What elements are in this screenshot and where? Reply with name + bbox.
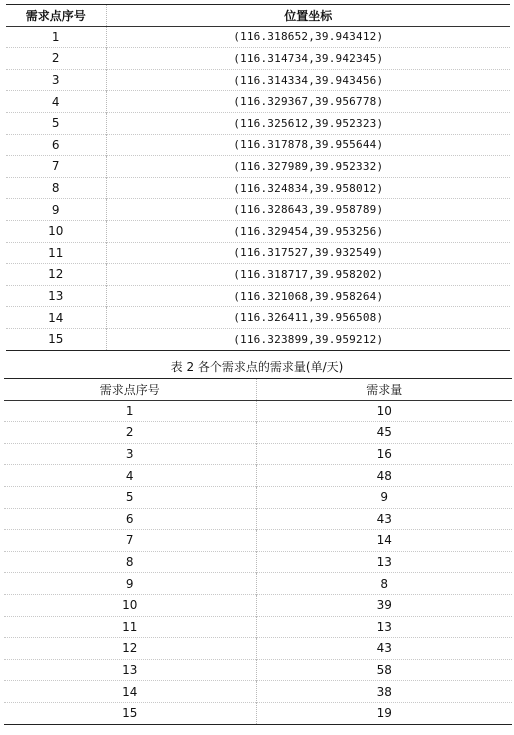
coordinate-cell: (116.329367,39.956778) xyxy=(233,95,384,109)
demand-table xyxy=(4,378,512,725)
header-point-index: 需求点序号 xyxy=(4,379,256,401)
point-index-cell: 4 xyxy=(6,91,106,113)
table-row xyxy=(4,465,512,487)
coordinate-cell: (116.314734,39.942345) xyxy=(233,51,384,65)
coordinate-cell: (116.323899,39.959212) xyxy=(233,332,384,346)
demand-cell: 43 xyxy=(376,511,392,526)
point-index-cell: 15 xyxy=(4,702,256,724)
table-row xyxy=(4,659,512,681)
table-row xyxy=(4,400,512,422)
table-row xyxy=(6,156,510,178)
point-index-cell: 10 xyxy=(6,220,106,242)
point-index-cell: 11 xyxy=(6,242,106,264)
table-row xyxy=(4,594,512,616)
table-row xyxy=(6,285,510,307)
coordinate-cell: (116.314334,39.943456) xyxy=(233,73,384,87)
demand-cell: 39 xyxy=(376,598,392,613)
demand-cell: 19 xyxy=(376,706,392,721)
table-row xyxy=(4,702,512,724)
point-index-cell: 3 xyxy=(4,443,256,465)
table-row xyxy=(4,551,512,573)
point-index-cell: 8 xyxy=(4,551,256,573)
demand-cell: 8 xyxy=(380,576,389,591)
table-header-row xyxy=(4,379,512,401)
point-index-cell: 7 xyxy=(4,530,256,552)
point-index-cell: 12 xyxy=(4,638,256,660)
point-index-cell: 5 xyxy=(4,486,256,508)
point-index-cell: 8 xyxy=(6,177,106,199)
coordinate-cell: (116.317527,39.932549) xyxy=(233,246,384,260)
point-index-cell: 9 xyxy=(6,199,106,221)
coordinate-cell: (116.318717,39.958202) xyxy=(233,267,384,281)
table-row xyxy=(6,242,510,264)
table-row xyxy=(4,508,512,530)
point-index-cell: 5 xyxy=(6,112,106,134)
table-row xyxy=(6,264,510,286)
table-row xyxy=(4,638,512,660)
demand-cell: 48 xyxy=(376,468,392,483)
table-row xyxy=(6,177,510,199)
point-index-cell: 9 xyxy=(4,573,256,595)
table-row xyxy=(4,573,512,595)
point-index-cell: 6 xyxy=(4,508,256,530)
header-coordinates: 位置坐标 xyxy=(106,5,510,27)
table-row xyxy=(4,616,512,638)
table-row xyxy=(6,26,510,48)
table-row xyxy=(4,422,512,444)
point-index-cell: 3 xyxy=(6,69,106,91)
demand-cell: 38 xyxy=(376,684,392,699)
coordinate-cell: (116.327989,39.952332) xyxy=(233,159,384,173)
point-index-cell: 6 xyxy=(6,134,106,156)
table-row xyxy=(6,91,510,113)
demand-cell: 10 xyxy=(376,403,392,418)
point-index-cell: 11 xyxy=(4,616,256,638)
point-index-cell: 7 xyxy=(6,156,106,178)
table-row xyxy=(6,199,510,221)
coordinate-cell: (116.324834,39.958012) xyxy=(233,181,384,195)
table-row xyxy=(4,681,512,703)
demand-cell: 13 xyxy=(376,555,392,570)
table-row xyxy=(6,69,510,91)
demand-cell: 13 xyxy=(376,619,392,634)
demand-cell: 14 xyxy=(376,533,392,548)
point-index-cell: 12 xyxy=(6,264,106,286)
point-index-cell: 4 xyxy=(4,465,256,487)
coordinate-cell: (116.326411,39.956508) xyxy=(233,311,384,325)
header-demand: 需求量 xyxy=(256,379,512,401)
point-index-cell: 2 xyxy=(6,48,106,70)
coordinate-cell: (116.317878,39.955644) xyxy=(233,138,384,152)
table-row xyxy=(4,486,512,508)
table-row xyxy=(6,328,510,350)
point-index-cell: 15 xyxy=(6,328,106,350)
table-row xyxy=(4,443,512,465)
demand-cell: 9 xyxy=(380,490,389,505)
table-row xyxy=(6,112,510,134)
point-index-cell: 1 xyxy=(4,400,256,422)
point-index-cell: 10 xyxy=(4,594,256,616)
header-point-index: 需求点序号 xyxy=(6,5,106,27)
point-index-cell: 14 xyxy=(6,307,106,329)
demand-cell: 43 xyxy=(376,641,392,656)
coordinate-cell: (116.325612,39.952323) xyxy=(233,116,384,130)
coordinate-cell: (116.329454,39.953256) xyxy=(233,224,384,238)
table2-caption: 表 2 各个需求点的需求量(单/天) xyxy=(170,360,344,374)
table-row xyxy=(6,220,510,242)
table-row xyxy=(6,48,510,70)
demand-cell: 16 xyxy=(376,447,392,462)
coordinate-cell: (116.321068,39.958264) xyxy=(233,289,384,303)
demand-cell: 45 xyxy=(376,425,392,440)
point-index-cell: 2 xyxy=(4,422,256,444)
table-row xyxy=(4,530,512,552)
point-index-cell: 14 xyxy=(4,681,256,703)
point-index-cell: 1 xyxy=(6,26,106,48)
point-index-cell: 13 xyxy=(6,285,106,307)
point-index-cell: 13 xyxy=(4,659,256,681)
coordinate-cell: (116.318652,39.943412) xyxy=(233,30,384,44)
table-row xyxy=(6,134,510,156)
table-row xyxy=(6,307,510,329)
coordinate-cell: (116.328643,39.958789) xyxy=(233,203,384,217)
demand-cell: 58 xyxy=(376,663,392,678)
location-table xyxy=(6,4,510,351)
table-header-row xyxy=(6,5,510,27)
